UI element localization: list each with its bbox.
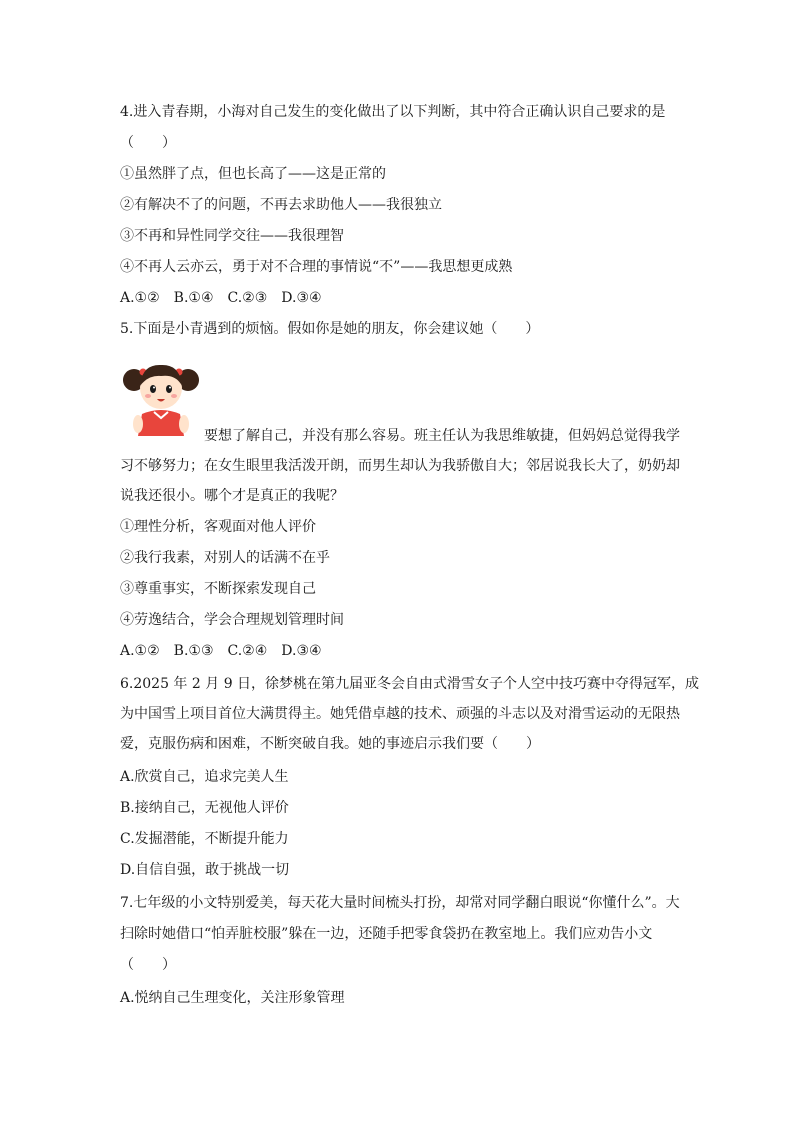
q4-option-4: ④不再人云亦云，勇于对不合理的事情说“不”——我思想更成熟 (120, 259, 513, 275)
q6-stem-line-2: 为中国雪上项目首位大满贯得主。她凭借卓越的技术、顽强的斗志以及对滑雪运动的无限热 (120, 706, 680, 722)
q6-stem-line-1: 6.2025 年 2 月 9 日，徐梦桃在第九届亚冬会自由式滑雪女子个人空中技巧赛中夺得冠军，成 (120, 676, 700, 692)
q5-stem: 5.下面是小青遇到的烦恼。假如你是她的朋友，你会建议她（ ） (120, 321, 540, 337)
q5-option-3: ③尊重事实，不断探索发现自己 (120, 581, 316, 597)
q4-stem-line-2: （ ） (120, 135, 176, 151)
q7-option-a: A.悦纳自己生理变化，关注形象管理 (120, 990, 345, 1006)
q4-option-1: ①虽然胖了点，但也长高了——这是正常的 (120, 166, 386, 182)
q5-text-line-2: 习不够努力；在女生眼里我活泼开朗，而男生却认为我骄傲自大；邻居说我长大了，奶奶却 (120, 458, 680, 474)
q4-stem-line-1: 4.进入青春期，小海对自己发生的变化做出了以下判断，其中符合正确认识自己要求的是 (120, 104, 666, 120)
q6-option-d: D.自信自强，敢于挑战一切 (120, 862, 290, 878)
cartoon-girl-icon (118, 354, 204, 440)
q7-stem-line-1: 7.七年级的小文特别爱美，每天花大量时间梳头打扮，却常对同学翻白眼说“你懂什么”。大 (120, 895, 680, 911)
q6-stem-line-3: 爱，克服伤病和困难，不断突破自我。她的事迹启示我们要（ ） (120, 736, 540, 752)
q5-option-1: ①理性分析，客观面对他人评价 (120, 519, 316, 535)
q4-choices: A.①② B.①④ C.②③ D.③④ (120, 290, 322, 306)
q6-option-b: B.接纳自己，无视他人评价 (120, 800, 289, 816)
q7-stem-line-3: （ ） (120, 957, 176, 973)
q5-text-line-1: 要想了解自己，并没有那么容易。班主任认为我思维敏捷，但妈妈总觉得我学 (204, 428, 680, 444)
q5-option-4: ④劳逸结合，学会合理规划管理时间 (120, 612, 344, 628)
q4-option-3: ③不再和异性同学交往——我很理智 (120, 228, 344, 244)
q6-option-c: C.发掘潜能，不断提升能力 (120, 831, 289, 847)
q5-option-2: ②我行我素，对别人的话满不在乎 (120, 550, 330, 566)
q5-text-line-3: 说我还很小。哪个才是真正的我呢？ (120, 488, 344, 504)
q7-stem-line-2: 扫除时她借口“怕弄脏校服”躲在一边，还随手把零食袋扔在教室地上。我们应劝告小文 (120, 926, 653, 942)
q6-option-a: A.欣赏自己，追求完美人生 (120, 769, 289, 785)
q4-option-2: ②有解决不了的问题，不再去求助他人——我很独立 (120, 197, 442, 213)
q5-choices: A.①② B.①③ C.②④ D.③④ (120, 643, 322, 659)
